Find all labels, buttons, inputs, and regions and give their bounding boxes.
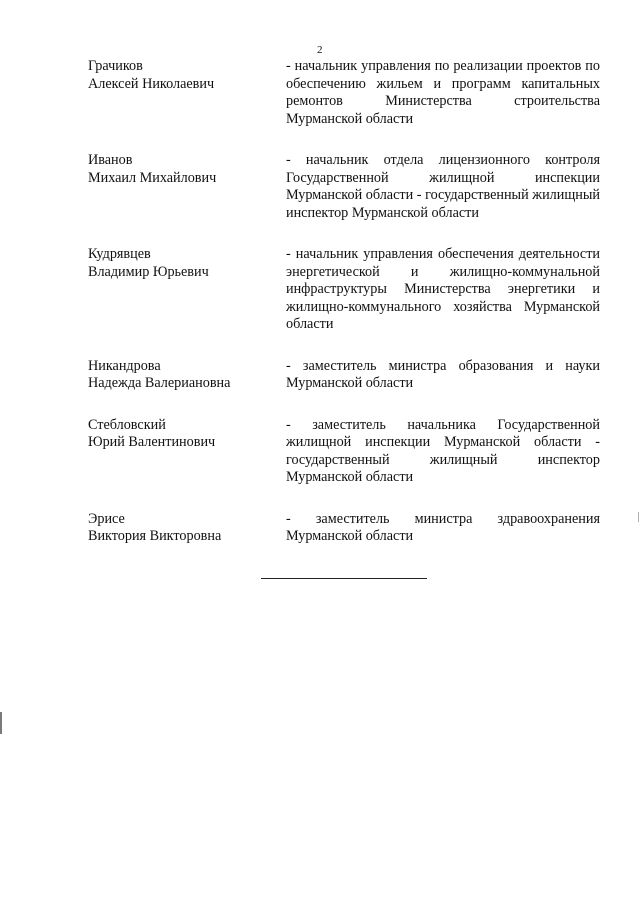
page-number: 2 [317,44,323,56]
member-name [88,152,286,187]
member-entry [88,246,600,334]
member-given-names: Алексей Николаевич [88,75,215,92]
member-entry [88,58,600,128]
member-entry [88,152,600,222]
member-name [88,511,286,546]
member-given-names: Владимир Юрьевич [88,263,209,280]
member-position: - заместитель начальника Государственной жилищной инспекции Мурманской области - государственный жилищный инспектор Мурманской области [286,416,600,485]
member-surname: Стебловский [88,416,166,433]
member-surname: Никандрова [88,357,161,374]
end-separator-line [261,578,427,579]
member-name [88,417,286,452]
member-entry [88,511,600,546]
member-surname: Кудрявцев [88,246,151,262]
member-surname: Грачиков [88,58,143,74]
member-name [88,358,286,393]
member-entry [88,358,600,393]
member-name [88,246,286,281]
member-position: - заместитель министра здравоохранения Мурманской области [286,510,600,544]
scan-edge-mark [0,712,2,734]
member-entry [88,417,600,487]
member-given-names: Виктория Викторовна [88,528,222,544]
member-given-names: Михаил Михайлович [88,169,217,186]
scan-edge-mark-right [638,512,639,522]
member-position: - начальник управления обеспечения деятельности энергетической и жилищно-коммунальной инфраструктуры Министерства энергетики и жилищно-коммунального хозяйства Мурманской области [286,246,600,332]
member-name [88,58,286,93]
member-surname: Эрисе [88,510,125,527]
member-position: - заместитель министра образования и науки Мурманской области [286,357,600,391]
member-list [88,58,600,570]
member-surname: Иванов [88,152,133,168]
member-position: - начальник управления по реализации проектов по обеспечению жильем и программ капитальных ремонтов Министерства строительства Мурманской области [286,58,600,127]
member-position: - начальник отдела лицензионного контроля Государственной жилищной инспекции Мурманской области - государственный жилищный инспектор Мурманской области [286,152,600,221]
member-given-names: Надежда Валериановна [88,375,231,391]
member-given-names: Юрий Валентинович [88,434,216,450]
